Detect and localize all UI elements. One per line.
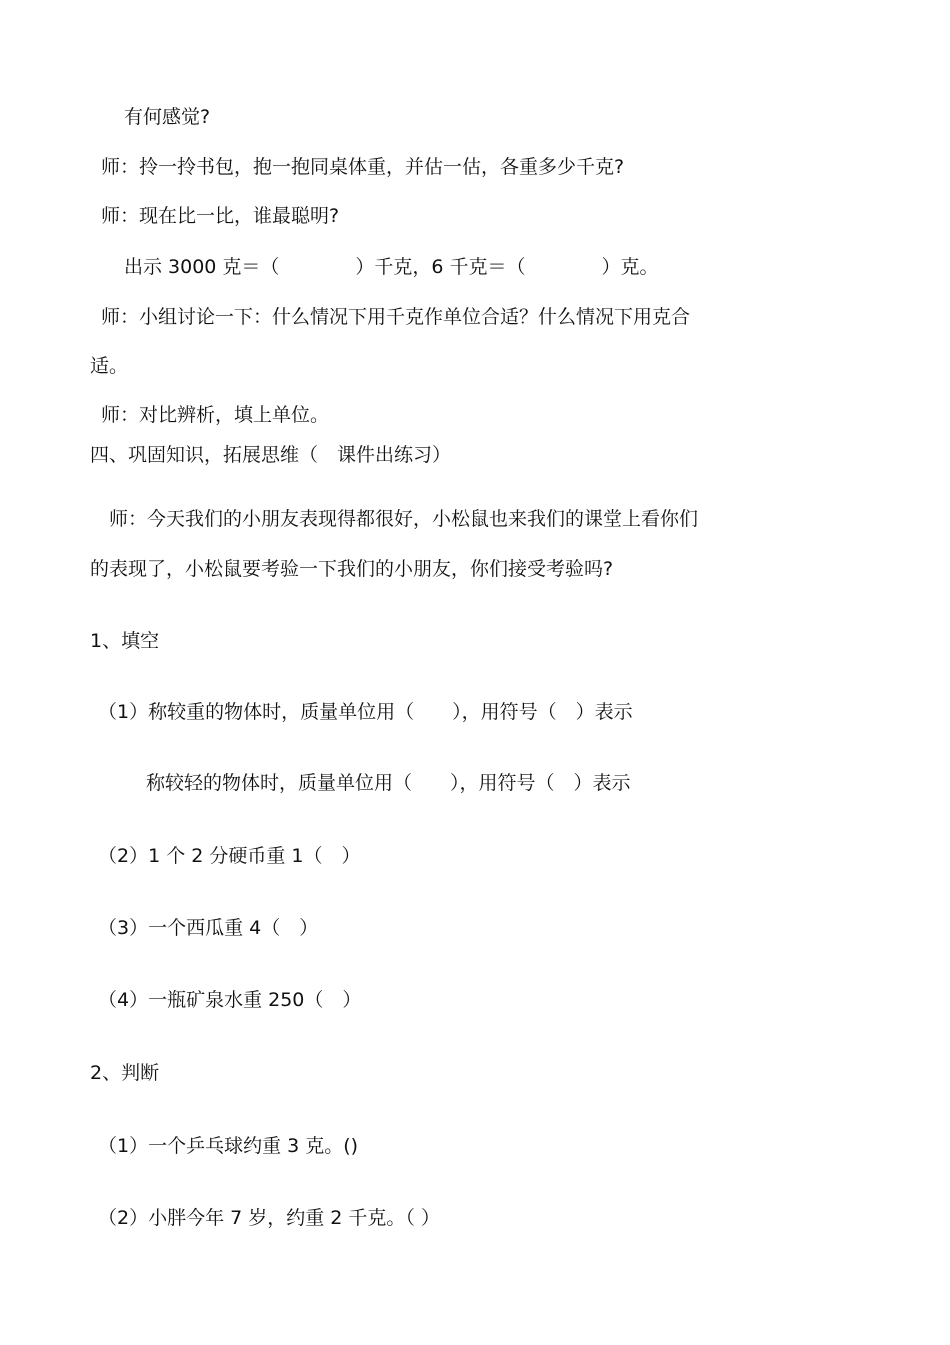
- judge-item-1: （1）一个乒乓球约重 3 克。(): [98, 1135, 359, 1157]
- exercise-item-1a: （1）称较重的物体时，质量单位用（ ），用符号（ ）表示: [98, 701, 633, 723]
- text-line-3: 师：现在比一比，谁最聪明?: [101, 205, 340, 227]
- text-line-6: 适。: [90, 355, 129, 377]
- text-line-2: 师：拎一拎书包，抱一抱同桌体重，并估一估，各重多少千克?: [101, 156, 625, 178]
- section-heading-4: 四、巩固知识，拓展思维（ 课件出练习）: [90, 444, 452, 466]
- exercise-item-1b: 称较轻的物体时，质量单位用（ ），用符号（ ）表示: [146, 772, 631, 794]
- text-line-4: 出示 3000 克＝（ ）千克，6 千克＝（ ）克。: [124, 256, 659, 278]
- exercise-item-2: （2）1 个 2 分硬币重 1（ ）: [98, 845, 361, 867]
- exercise-heading-judge: 2、判断: [90, 1062, 160, 1084]
- text-line-9: 师：今天我们的小朋友表现得都很好，小松鼠也来我们的课堂上看你们: [109, 508, 699, 530]
- text-line-5: 师：小组讨论一下：什么情况下用千克作单位合适？什么情况下用克合: [101, 306, 691, 328]
- exercise-item-4: （4）一瓶矿泉水重 250（ ）: [98, 989, 362, 1011]
- exercise-heading-fill: 1、填空: [90, 630, 160, 652]
- text-line-7: 师：对比辨析，填上单位。: [101, 404, 330, 426]
- judge-item-2: （2）小胖今年 7 岁，约重 2 千克。（ ）: [98, 1207, 440, 1229]
- text-line-1: 有何感觉?: [124, 106, 211, 128]
- exercise-item-3: （3）一个西瓜重 4（ ）: [98, 917, 319, 939]
- text-line-10: 的表现了，小松鼠要考验一下我们的小朋友，你们接受考验吗?: [90, 558, 614, 580]
